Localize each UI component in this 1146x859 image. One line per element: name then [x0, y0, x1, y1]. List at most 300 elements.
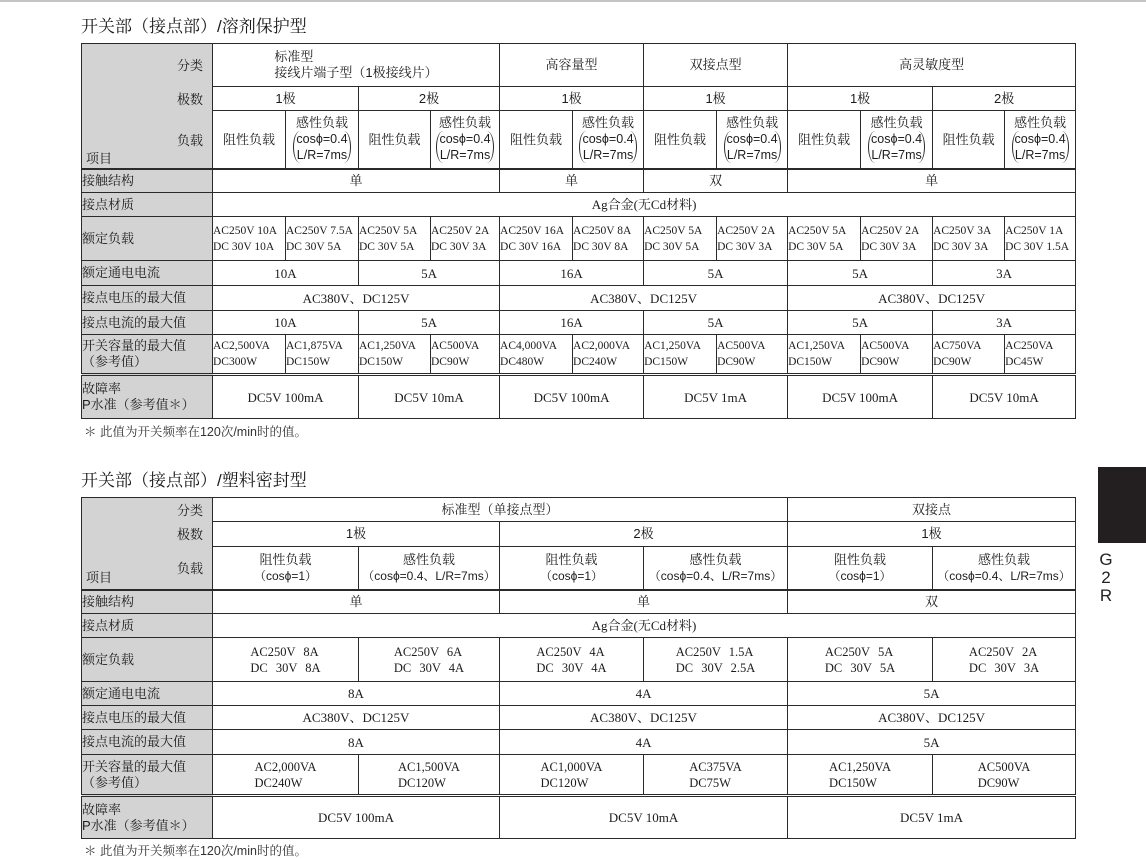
- cell-text-line: DC480W: [500, 356, 545, 368]
- footnote-clip: [84, 843, 484, 858]
- value-cell: [500, 261, 644, 286]
- value-cell: [500, 796, 788, 839]
- cell-text-line: AC250V 2A: [431, 224, 490, 237]
- cell-text-line: P水准（参考值＊）: [82, 817, 195, 833]
- value-cell: [286, 335, 359, 375]
- cell-text-line: 3A: [996, 315, 1013, 330]
- poles-value: 1极: [849, 90, 871, 106]
- cell-text-line: DC5V 100mA: [533, 389, 610, 405]
- load-type-name: 感性负载: [726, 115, 779, 131]
- poles-row: [82, 87, 1076, 111]
- cell-content: [1005, 338, 1053, 370]
- cell-content: [943, 132, 995, 148]
- cell-text-line: 双接点型: [689, 57, 742, 73]
- cell-content: [644, 223, 702, 255]
- value-cell: [431, 217, 500, 261]
- value-cell: [213, 614, 1076, 638]
- cell-content: [213, 338, 270, 370]
- cell-text-line: （参考值）: [82, 354, 148, 369]
- cell-text-line: AC250V 5A: [824, 644, 894, 659]
- row-label-cell: [82, 706, 213, 730]
- row-label-cell: [82, 638, 213, 682]
- cell-text-line: L/R=7ms: [439, 148, 491, 163]
- spec-row: [82, 193, 1076, 217]
- table-body: [82, 44, 1076, 419]
- cell-text-line: DC 30V 16A: [500, 240, 562, 253]
- value-cell: [788, 261, 933, 286]
- cell-content: [286, 223, 353, 255]
- value-cell: [788, 590, 1076, 614]
- cell-text-line: DC 30V 1.5A: [1005, 240, 1070, 253]
- poles-cell: [500, 87, 644, 111]
- load-type-cell: [861, 111, 933, 169]
- cell-text-line: 故障率: [82, 801, 122, 817]
- cell-text-line: DC5V 100mA: [318, 810, 394, 825]
- load-type-name: 感性负载: [870, 115, 923, 131]
- load-type-cell: [359, 111, 431, 169]
- cell-text-line: AC250V 6A: [393, 644, 463, 659]
- cell-text-line: 单: [565, 173, 579, 189]
- cell-content: [541, 759, 603, 791]
- cell-text-line: 双: [709, 173, 723, 189]
- load-type-cell: [431, 111, 500, 169]
- cell-content: [255, 759, 317, 791]
- cell-text-line: DC 30V 2.5A: [675, 660, 756, 675]
- value-cell: [644, 311, 788, 335]
- cell-content: [349, 594, 362, 610]
- cell-content: [592, 618, 697, 634]
- cell-text-line: DC 30V 3A: [968, 660, 1040, 675]
- load-type-cell: [933, 547, 1076, 590]
- cell-content: [933, 223, 991, 255]
- cell-content: [274, 49, 437, 81]
- value-cell: [933, 638, 1076, 682]
- cell-text-line: 接触结构: [82, 593, 135, 609]
- category-cell: [213, 44, 500, 87]
- cell-text-line: 故障率: [82, 381, 122, 396]
- cell-text-line: 单: [925, 173, 939, 189]
- cell-text-line: AC380V、DC125V: [302, 290, 410, 306]
- cell-text-line: 16A: [560, 315, 583, 330]
- spec-row: [82, 590, 1076, 614]
- load-type-cell: [500, 547, 644, 590]
- cell-text-line: AC250V 2A: [717, 224, 776, 237]
- row-label-cell: [82, 169, 213, 193]
- cell-text-line: AC1,250VA: [829, 759, 891, 774]
- cell-text-line: DC150W: [829, 775, 877, 790]
- poles-value: 2极: [633, 526, 654, 541]
- cell-content: [822, 390, 898, 406]
- value-cell: [933, 217, 1005, 261]
- cell-text-line: DC300W: [213, 356, 258, 368]
- cell-content: [717, 338, 765, 370]
- value-cell: [788, 311, 933, 335]
- value-cell: [213, 730, 500, 755]
- value-cell: [500, 706, 788, 730]
- cell-text-line: 5A: [852, 315, 869, 330]
- cell-content: [852, 315, 868, 331]
- value-cell: [788, 755, 933, 796]
- cell-content: [684, 390, 747, 406]
- value-cell: [861, 335, 933, 375]
- cell-text-line: cosϕ=0.4: [726, 132, 778, 147]
- cell-text-line: 8A: [348, 686, 364, 701]
- cell-text-line: DC5V 10mA: [969, 389, 1039, 405]
- cell-content: [798, 132, 850, 148]
- table-body: [82, 498, 1076, 839]
- value-cell: [500, 311, 644, 335]
- cell-text-line: 单: [637, 594, 651, 610]
- cell-text-line: AC500VA: [431, 340, 480, 352]
- cell-content: [590, 291, 697, 307]
- section-code-letter: G: [1099, 550, 1113, 569]
- cell-content: [689, 759, 742, 791]
- cell-text-line: 开关容量的最大值: [82, 758, 187, 774]
- value-cell: [213, 638, 359, 682]
- cell-content: [534, 390, 610, 406]
- load-type-cell: [213, 547, 359, 590]
- cell-content: [788, 338, 845, 370]
- value-cell: [213, 796, 500, 839]
- cell-text-line: 接点电流的最大值: [82, 314, 187, 330]
- row-label-cell: [82, 335, 213, 375]
- row-label-cell: [82, 286, 213, 311]
- load-condition-bracket: [293, 131, 350, 163]
- cell-content: [223, 132, 275, 148]
- cell-text-line: AC500VA: [861, 340, 910, 352]
- cell-text-line: Ag合金(无Cd材料): [591, 197, 697, 212]
- cell-content: [398, 759, 460, 791]
- cell-text-line: DC90W: [933, 356, 972, 368]
- value-cell: [213, 590, 500, 614]
- value-cell: [500, 638, 644, 682]
- cell-text-line: 接线片端子型（1极接线片）: [274, 65, 438, 80]
- load-type-cell: [286, 111, 359, 169]
- cell-text-line: AC250V 8A: [250, 644, 319, 659]
- value-cell: [213, 682, 500, 706]
- cell-text-line: DC90W: [977, 775, 1020, 790]
- load-type-cell: [788, 111, 861, 169]
- cell-content: [644, 338, 701, 370]
- cell-text-line: DC 30V 5A: [644, 240, 700, 253]
- cell-content: [421, 266, 437, 282]
- poles-cell: [359, 87, 500, 111]
- row-label-cell: [82, 614, 213, 638]
- cell-text-line: AC2,000VA: [573, 340, 631, 352]
- cell-content: [899, 57, 964, 73]
- header-label-box: [82, 499, 212, 588]
- value-cell: [644, 335, 717, 375]
- cell-content: [709, 173, 722, 189]
- cell-text-line: AC250V 2A: [968, 644, 1038, 659]
- cell-text-line: 双: [925, 594, 939, 610]
- cell-text-line: DC 30V 3A: [933, 240, 989, 253]
- cell-text-line: AC250V 16A: [500, 224, 565, 237]
- cell-text-line: 标准型: [274, 49, 314, 64]
- cell-text-line: L/R=7ms: [296, 148, 348, 163]
- cell-text-line: AC250V 10A: [213, 224, 278, 237]
- cell-text-line: AC250V 3A: [933, 224, 992, 237]
- cell-content: [724, 115, 781, 163]
- spec-row: [82, 682, 1076, 706]
- cell-text-line: AC380V、DC125V: [590, 710, 697, 725]
- cell-text-line: DC75W: [689, 775, 731, 790]
- load-condition-note: （cosϕ=1）: [828, 568, 892, 583]
- cell-text-line: AC1,000VA: [540, 759, 603, 774]
- cell-content: [861, 223, 919, 255]
- item-label: 项目: [86, 569, 113, 585]
- cell-content: [510, 132, 562, 148]
- cell-content: [421, 315, 437, 331]
- value-cell: [213, 755, 359, 796]
- load-type-name: 阻性负载: [798, 131, 851, 147]
- load-condition-bracket: [1012, 131, 1069, 163]
- load-type-name: 感性负载: [402, 551, 455, 567]
- load-type-name: 阻性负载: [510, 131, 563, 147]
- spec-row: [82, 217, 1076, 261]
- spec-row: [82, 796, 1076, 839]
- cell-content: [590, 710, 697, 726]
- cell-text-line: 接点材质: [82, 196, 135, 212]
- value-cell: [213, 375, 359, 419]
- cell-content: [362, 552, 495, 584]
- section-code-letter: 2: [1101, 568, 1111, 587]
- category-label: 分类: [176, 502, 203, 518]
- cell-text-line: 5A: [707, 265, 724, 281]
- spec-row: [82, 261, 1076, 286]
- cell-text-line: DC120W: [398, 775, 446, 790]
- value-cell: [933, 261, 1076, 286]
- cell-content: [649, 552, 782, 584]
- value-cell: [644, 375, 788, 419]
- load-condition-note: （cosϕ=1）: [539, 568, 604, 583]
- cell-text-line: AC250V 7.5A: [286, 224, 353, 237]
- value-cell: [644, 755, 788, 796]
- cell-text-line: AC1,875VA: [286, 340, 343, 352]
- cell-content: [996, 266, 1012, 282]
- cell-text-line: 3A: [996, 265, 1013, 281]
- row-label-cell: [82, 311, 213, 335]
- row-label-cell: [82, 375, 213, 419]
- cell-text-line: DC 30V 10A: [213, 240, 275, 253]
- load-type-name: 阻性负载: [654, 131, 707, 147]
- cell-content: [788, 223, 846, 255]
- cell-text-line: DC45W: [1005, 356, 1044, 368]
- cell-text-line: AC1,250VA: [788, 340, 846, 352]
- cell-text-line: DC5V 100mA: [247, 389, 324, 405]
- cell-content: [303, 710, 410, 726]
- cell-text-line: DC5V 1mA: [900, 810, 963, 825]
- cell-text-line: 10A: [274, 315, 297, 330]
- cell-content: [636, 735, 652, 751]
- cell-text-line: DC150W: [359, 356, 404, 368]
- cell-text-line: AC250V 5A: [644, 224, 703, 237]
- cell-text-line: 接点电压的最大值: [82, 290, 187, 305]
- cell-text-line: 4A: [635, 734, 652, 750]
- cell-content: [978, 759, 1031, 791]
- load-type-row: [82, 111, 1076, 169]
- value-cell: [213, 169, 500, 193]
- cell-text-line: P水准（参考值＊）: [82, 397, 195, 412]
- load-type-cell: [213, 111, 286, 169]
- cell-text-line: L/R=7ms: [582, 148, 634, 163]
- value-cell: [213, 311, 359, 335]
- value-cell: [359, 261, 500, 286]
- value-cell: [359, 638, 500, 682]
- row-label-cell: [82, 796, 213, 839]
- category-cell: [788, 44, 1076, 87]
- load-type-name: 阻性负载: [834, 551, 887, 567]
- poles-cell: [213, 522, 500, 547]
- cell-content: [560, 315, 582, 331]
- load-type-name: 感性负载: [1014, 115, 1067, 131]
- load-condition-bracket: [579, 131, 636, 163]
- load-type-name: 感性负载: [439, 115, 492, 131]
- value-cell: [500, 375, 644, 419]
- row-label-cell: [82, 755, 213, 796]
- cell-text-line: 8A: [348, 734, 364, 750]
- row-label-cell: [82, 193, 213, 217]
- cell-text-line: DC150W: [788, 356, 833, 368]
- load-type-cell: [644, 547, 788, 590]
- cell-text-line: AC1,500VA: [398, 759, 460, 774]
- cell-text-line: cosϕ=0.4: [871, 132, 923, 147]
- cell-content: [436, 115, 493, 163]
- cell-text-line: AC380V、DC125V: [878, 710, 985, 725]
- cell-content: [924, 686, 940, 702]
- cell-text-line: AC380V、DC125V: [590, 290, 698, 306]
- spec-row: [82, 638, 1076, 682]
- category-cell: [788, 498, 1076, 522]
- poles-value: 1极: [275, 90, 296, 106]
- category-row: [82, 44, 1076, 87]
- cell-content: [254, 552, 317, 584]
- cell-content: [1005, 223, 1069, 255]
- cell-text-line: 10A: [274, 265, 297, 281]
- load-type-cell: [1005, 111, 1076, 169]
- cell-text-line: 标准型（单接点型）: [441, 501, 559, 517]
- value-cell: [500, 682, 788, 706]
- cell-text-line: cosϕ=0.4: [582, 132, 634, 147]
- cell-text-line: L/R=7ms: [726, 148, 778, 163]
- cell-content: [536, 644, 606, 676]
- load-label: 负载: [176, 560, 203, 576]
- cell-text-line: DC 30V 5A: [286, 240, 342, 253]
- cell-text-line: AC250V 4A: [536, 644, 605, 659]
- cell-content: [500, 338, 557, 370]
- cell-content: [592, 197, 697, 213]
- value-cell: [213, 286, 500, 311]
- cell-text-line: 高灵敏度型: [899, 57, 965, 73]
- value-cell: [1005, 217, 1076, 261]
- poles-value: 1极: [705, 90, 726, 106]
- cell-text-line: 接触结构: [82, 172, 135, 188]
- cell-text-line: AC250V 8A: [573, 224, 632, 237]
- value-cell: [644, 638, 788, 682]
- cell-text-line: cosϕ=0.4: [296, 132, 348, 147]
- value-cell: [213, 706, 500, 730]
- value-cell: [500, 286, 788, 311]
- value-cell: [717, 335, 788, 375]
- cell-content: [912, 502, 951, 518]
- load-condition-note: （cosϕ=0.4、L/R=7ms）: [937, 568, 1071, 583]
- row-label-cell: [82, 590, 213, 614]
- value-cell: [788, 217, 861, 261]
- cell-content: [560, 266, 582, 282]
- cell-content: [676, 644, 756, 676]
- cell-content: [900, 810, 963, 826]
- cell-text-line: 5A: [923, 734, 940, 750]
- cell-text-line: AC250V 1A: [1005, 224, 1064, 237]
- cell-content: [609, 810, 678, 826]
- value-cell: [788, 335, 861, 375]
- value-cell: [1005, 335, 1076, 375]
- cell-content: [825, 644, 895, 676]
- spec-row: [82, 755, 1076, 796]
- cell-text-line: cosϕ=0.4: [1014, 132, 1066, 147]
- load-type-row: [82, 547, 1076, 590]
- spec-row: [82, 706, 1076, 730]
- cell-content: [637, 594, 650, 610]
- cell-text-line: 开关容量的最大值: [82, 338, 187, 353]
- cell-text-line: DC 30V 8A: [573, 240, 629, 253]
- cell-text-line: 额定负载: [82, 230, 135, 246]
- value-cell: [213, 261, 359, 286]
- item-label: 项目: [86, 150, 113, 166]
- row-label-cell: [82, 730, 213, 755]
- poles-value: 2极: [418, 90, 440, 106]
- poles-cell: [933, 87, 1076, 111]
- spec-table: [81, 497, 1076, 839]
- spec-row: [82, 311, 1076, 335]
- cell-text-line: 接点材质: [82, 617, 135, 633]
- row-label-cell: [82, 217, 213, 261]
- value-cell: [431, 335, 500, 375]
- cell-content: [500, 223, 564, 255]
- cell-text-line: DC240W: [573, 356, 618, 368]
- section-title: 开关部（接点部）/塑料密封型: [81, 471, 307, 490]
- value-cell: [861, 217, 933, 261]
- row-label-cell: [82, 261, 213, 286]
- cell-content: [861, 338, 909, 370]
- poles-cell: [213, 87, 359, 111]
- value-cell: [788, 796, 1076, 839]
- cell-content: [348, 686, 364, 702]
- cell-content: [878, 710, 985, 726]
- value-cell: [213, 217, 286, 261]
- cell-content: [969, 644, 1039, 676]
- cell-text-line: DC90W: [861, 356, 900, 368]
- load-condition-bracket: [868, 131, 925, 163]
- cell-text-line: 额定通电电流: [82, 685, 161, 701]
- value-cell: [644, 261, 788, 286]
- cell-text-line: AC250VA: [1005, 340, 1054, 352]
- cell-text-line: 5A: [923, 686, 940, 701]
- load-condition-bracket: [724, 131, 781, 163]
- cell-content: [431, 223, 489, 255]
- cell-text-line: AC500VA: [717, 340, 766, 352]
- cell-text-line: 额定负载: [82, 651, 135, 667]
- category-cell: [644, 44, 788, 87]
- cell-text-line: DC5V 1mA: [684, 389, 748, 405]
- value-cell: [573, 335, 644, 375]
- poles-label: 极数: [176, 91, 203, 107]
- cell-text-line: 5A: [707, 315, 724, 330]
- cell-text-line: DC 30V 3A: [861, 240, 917, 253]
- cell-text-line: DC 30V 5A: [824, 660, 896, 675]
- cell-content: [573, 338, 630, 370]
- value-cell: [500, 590, 788, 614]
